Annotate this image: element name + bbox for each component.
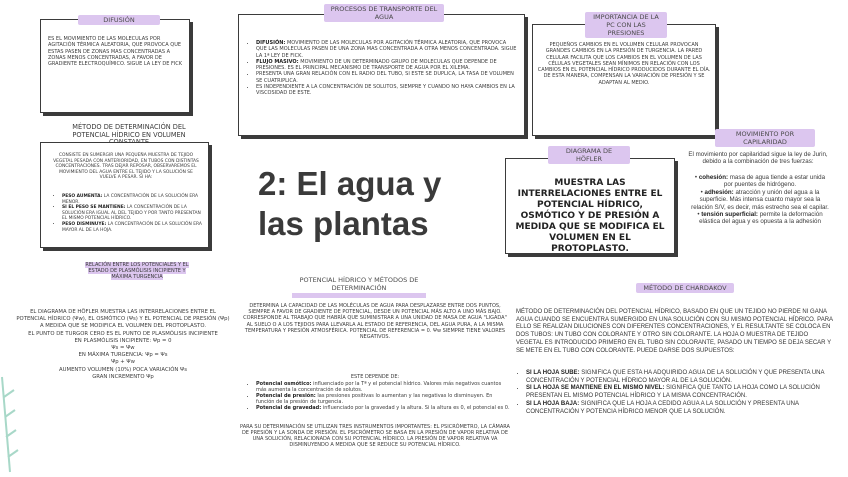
capilaridad-intro: El movimiento por capilaridad sigue la ley de Jurin, debido a la combinación de tres fuerzas:: [688, 151, 828, 166]
capilaridad-item: [690, 211, 830, 226]
constante-item: [62, 205, 204, 222]
potencial-item-label: Potencial de gravedad:: [256, 405, 322, 412]
capilaridad-item: [690, 174, 830, 189]
difusion-title: DIFUSIÓN: [78, 15, 160, 25]
procesos-item-text: PRESENTA UNA GRAN RELACIÓN CON EL RADIO DEL TUBO, SI ESTE SE DUPLICA, LA TASA DE VOLUMEN SE CUATRIPLICA.: [256, 71, 514, 84]
metodo-constante-intro: CONSISTE EN SUMERGIR UNA PEQUEÑA MUESTRA DE TEJIDO VEGETAL PESADA CON ANTERIORIDAD, EN TUBOS CON DISTINTAS CONCENTRACIONES. TRAS DEJAR REPOSAR, OBSERVAREMOS EL MOVIMIENTO DEL AGUA ENTRE EL TEJIDO Y LA SOLUCIÓN SE VUELVE A PESAR. SI HA:: [53, 153, 199, 181]
procesos-list: [246, 40, 518, 97]
potencial-item: [256, 393, 510, 405]
importancia-body: PEQUEÑOS CAMBIOS EN EL VOLUMEN CELULAR PROVOCAN GRANDES CAMBIOS EN LA PRESIÓN DE TURGENCIA. LA PARED CELULAR FACILITA QUE LOS CAMBIOS EN EL VOLUMEN DE LAS CÉLULAS VEGETALES SEAN MÍNIMOS EN RELACIÓN CON LOS CAMBIOS EN EL POTENCIAL HÍDRICO PRODUCIDOS DURANTE EL DÍA. DE ESTA MANERA, COMPENSAN LA VARIACIÓN DE PRESIÓN Y SE ADAPTAN AL MEDIO.: [537, 42, 711, 86]
potencial-title: POTENCIAL HÍDRICO Y MÉTODOS DE DETERMINACIÓN: [292, 275, 426, 298]
constante-item-text: LA CONCENTRACIÓN DE LA SOLUCIÓN ERA MENOR.: [62, 194, 198, 205]
potencial-item-text: influenciado por la gravedad y la altura. Si la altura es 0, el potencial es 0.: [321, 405, 510, 412]
bullet-icon: •: [694, 174, 699, 181]
metodo-constante-list: [52, 194, 204, 233]
chardakov-item-label: SI LA HOJA SUBE:: [526, 370, 580, 376]
relacion-title-text: RELACIÓN ENTRE LOS POTENCIALES Y EL ESTADO DE PLASMÓLISIS INCIPIENTE Y MÁXIMA TURGENCIA: [85, 262, 189, 280]
chardakov-item-label: SI LA HOJA SE MANTIENE EN EL MISMO NIVEL:: [526, 385, 665, 392]
procesos-item-label: FLUJO MASIVO:: [256, 58, 299, 65]
relacion-line: AUMENTO VOLUMEN (10%) POCA VARIACIÓN Ψs: [59, 366, 187, 373]
procesos-item-text: ES INDEPENDIENTE A LA CONCENTRACIÓN DE SOLUTOS, SIEMPRE Y CUANDO NO HAYA CAMBIOS EN LA VISCOSIDAD DE ESTE.: [256, 84, 515, 97]
potencial-footer: PARA SU DETERMINACIÓN SE UTILIZAN TRES INSTRUMENTOS IMPORTANTES: EL PSICRÓMETRO, LA CÁMARA DE PRESIÓN Y LA SONDA DE PRESIÓN. EL PSICRÓMETRO SE BASA EN LA PRESIÓN DE VAPOR RELATIVA DE UNA SOLUCIÓN, RELACIONADA CON SU POTENCIAL HÍDRICO. LA PRESIÓN DE VAPOR RELATIVA VA DISMINUYENDO A MEDIDA QUE SE REDUCE SU POTENCIAL HÍDRICO.: [240, 424, 510, 449]
capilaridad-item-label: cohesión:: [698, 174, 729, 181]
chardakov-item: [526, 385, 834, 400]
constante-item-label: PESO DISMINUYE:: [62, 221, 107, 227]
capilaridad-item-text: atracción y unión del agua a la superficie. Más intensa cuanto mayor sea la relación S/V, es decir, más estrecho sea el capilar.: [691, 188, 829, 211]
page-title: [258, 164, 478, 244]
relacion-title: [78, 262, 196, 280]
relacion-line: EL DIAGRAMA DE HÖFLER MUESTRA LAS INTERRELACIONES ENTRE EL POTENCIAL HÍDRICO (Ψw), EL OSMÓTICO (Ψs) Y EL POTENCIAL DE PRESIÓN (Ψp) A MEDIDA QUE SE MODIFICA EL VOLUMEN DEL PROTOPLASTO.: [16, 309, 230, 330]
procesos-item: [256, 71, 518, 84]
procesos-item: [256, 40, 518, 59]
capilaridad-item-text: permite la deformación elástica del agua y es opuesta a la adhesión: [699, 211, 823, 226]
bullet-icon: •: [700, 188, 705, 196]
importancia-title: IMPORTANCIA DE LA PC CON LAS PRESIONES: [585, 12, 667, 38]
metodo-constante-title: MÉTODO DE DETERMINACIÓN DEL POTENCIAL HÍDRICO EN VOLUMEN: [72, 123, 186, 139]
procesos-item-text: MOVIMIENTO DE LAS MOLECULAS POR AGITACIÓN TÉRMICA ALEATORIA, QUE PROVOCA QUE LAS MOLECULAS PASEN DE UNA ZONA MAS CONCENTRADA A OTRA MENOS CONCENTRADA. SIGUE LA 1ª LEY DE FICK.: [256, 40, 517, 59]
chardakov-item: [526, 370, 834, 385]
constante-item-text: LA CONCENTRACIÓN DE LA SOLUCIÓN ERA IGUAL AL DEL TEJIDO Y POR TANTO PRESENTAN EL MISMO POTENCIAL HÍDRICO.: [62, 205, 201, 222]
procesos-item: [256, 59, 518, 72]
procesos-item: [256, 84, 518, 97]
page-title-line-1: 2: El agua y: [258, 165, 442, 202]
constante-item-text: LA CONCENTRACIÓN DE LA SOLUCIÓN ERA MAYOR AL DE LA HOJA.: [62, 221, 202, 233]
page-title-line-2: las plantas: [258, 205, 429, 242]
potencial-depends: ESTE DEPENDE DE:: [350, 374, 400, 380]
chardakov-intro: MÉTODO DE DETERMINACIÓN DEL POTENCIAL HÍDRICO, BASADO EN QUE UN TEJIDO NO PIERDE NI GANA AGUA CUANDO SE ENCUENTRA SUMERGIDO EN UNA SOLUCIÓN CON SU MISMO POTENCIAL HÍDRICO. PARA ELLO SE REALIZAN DILUCIONES CON DIFERENTES CONCENTRACIONES, Y EL RESULTANTE SE COLOCA EN DOS TUBOS: UN TUBO CON COLORANTE Y OTRO SIN COLORANTE. LA HOJA O MUESTRA DE TEJIDO VEGETAL ES INTRODUCIDO PRIMERO EN EL TUBO SIN COLORANTE, PASADO UN TIEMPO SE DEJA SECAR Y SE METE EN EL TUBO CON COLORANTE. PUEDE DARSE DOS SUPUESTOS:: [516, 309, 833, 354]
procesos-title: PROCESOS DE TRANSPORTE DEL AGUA: [324, 4, 444, 22]
potencial-intro: DETERMINA LA CAPACIDAD DE LAS MOLÉCULAS DE AGUA PARA DESPLAZARSE ENTRE DOS PUNTOS, SIEMPRE A FAVOR DE GRADIENTE DE POTENCIAL, DESDE UN POTENCIAL MÁS ALTO A UNO MÁS BAJO. CORRESPONDE AL TRABAJO QUE HABRÍA QUE SUMINISTRAR A UNA UNIDAD DE MASA DE AGUA "LIGADA" AL SUELO O A LOS TEJIDOS PARA LLEVARLA AL ESTADO DE REFERENCIA, DEL AGUA PURA, A LA MISMA TEMPERATURA Y PRESIÓN ATMOSFÉRICA. POTENCIAL DE REFERENCIA = 0. Ψw SIEMPRE TIENE VALORES NEGATIVOS.: [243, 303, 507, 341]
potencial-item-label: Potencial de presión:: [256, 393, 316, 400]
relacion-line: EN PLASMÓLISIS INCIPIENTE: Ψp = 0: [74, 337, 172, 344]
difusion-body: ES EL MOVIMIENTO DE LAS MOLECULAS POR AGITACIÓN TÉRMICA ALEATORIA, QUE PROVOCA QUE ESTAS PASEN DE ZONAS MAS CONCENTRADAS A ZONAS MENOS CONCENTRADAS, A FAVOR DE GRADIENTE ELECTROQUÍMICO. SIGUE LA LEY DE FICK: [48, 36, 183, 68]
potencial-item: [256, 381, 510, 393]
chardakov-list: [516, 370, 834, 416]
potencial-item-label: Potencial osmótico:: [256, 381, 312, 387]
procesos-item-text: MOVIMIENTO DE UN DETERMINADO GRUPO DE MOLECULAS QUE DEPENDE DE PRESIONES. ES EL PRINCIPAL MECANISMO DE TRANSPORTE DE AGUA POR EL XILEMA.: [256, 58, 497, 72]
relacion-line: EL PUNTO DE TURGOR CERO ES EL PUNTO DE PLASMÓLISIS INCIPIENTE: [28, 330, 218, 337]
relacion-line: GRAN INCREMENTO Ψp: [92, 373, 154, 380]
constante-item: [62, 194, 204, 205]
procesos-item-label: DIFUSIÓN:: [256, 40, 286, 46]
potencial-item-text: las presiones positivas lo aumentan y las negativas lo disminuyen. En función de la presión de turgencia.: [256, 393, 493, 406]
chardakov-item: [526, 401, 834, 416]
chardakov-item-label: SI LA HOJA BAJA:: [526, 400, 580, 407]
hofler-title: DIAGRAMA DE HÖFLER: [548, 146, 630, 164]
leaf-decoration: [0, 372, 22, 477]
capilaridad-item-label: adhesión:: [704, 188, 734, 196]
capilaridad-item-text: masa de agua tiende a estar unida por puentes de hidrógeno.: [723, 174, 826, 189]
capilaridad-title: MOVIMIENTO POR CAPILARIDAD: [715, 129, 815, 147]
constante-item-label: PESO AUMENTA:: [62, 194, 103, 199]
chardakov-item-text: SIGNIFICA QUE ESTA HA ADQUIRIDO AGUA DE LA SOLUCIÓN Y QUE PRESENTA UNA CONCENTRACIÓN Y POTENCIAL HÍDRICO MAYOR AL DE LA SOLUCIÓN.: [526, 370, 825, 384]
relacion-line: EN MÁXIMA TURGENCIA: Ψp = Ψs: [78, 352, 168, 359]
relacion-body: [16, 309, 230, 381]
capilaridad-item-label: tensión superficial:: [701, 211, 758, 219]
potencial-item: [256, 405, 510, 411]
bullet-icon: •: [697, 211, 702, 219]
potencial-item-text: influenciado por la Tª y el potencial hídrico. Valores más negativos cuantos más aumenta la concentración de solutos.: [256, 381, 502, 394]
hofler-text: MUESTRA LAS INTERRELACIONES ENTRE EL POTENCIAL HÍDRICO, OSMÓTICO Y DE PRESIÓN A MEDIDA QUE SE MODIFICA EL VOLUMEN EN EL PROTOPLASTO.: [515, 178, 665, 254]
capilaridad-list: [690, 174, 830, 226]
chardakov-item-text: SIGNIFICA QUE TANTO LA HOJA COMO LA SOLUCIÓN PRESENTAN EL MISMO POTENCIAL HÍDRICO Y LA MISMA CONCENTRACIÓN.: [526, 385, 820, 400]
chardakov-title: MÉTODO DE CHARDAKOV: [636, 283, 734, 293]
capilaridad-item: [690, 189, 830, 211]
relacion-line: Ψs = Ψw: [111, 345, 135, 352]
chardakov-item-text: SIGNIFICA QUE LA HOJA A CEDIDO AGUA A LA SOLUCIÓN Y PRESENTA UNA CONCENTRACIÓN Y POTENCIA HÍDRICO MENOR QUE LA SOLUCIÓN.: [526, 400, 799, 415]
constante-item-label: SI EL PESO SE MANTIENE:: [62, 205, 126, 211]
constante-item: [62, 222, 204, 233]
potencial-list: [246, 381, 510, 411]
relacion-line: Ψp + Ψw: [111, 359, 135, 366]
